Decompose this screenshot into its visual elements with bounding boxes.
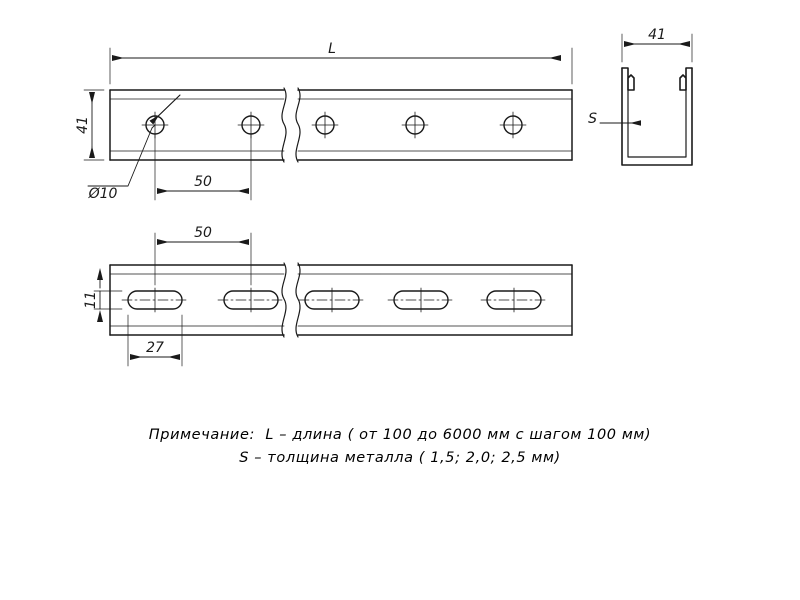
mounting-hole	[500, 112, 526, 138]
mounting-hole	[402, 112, 428, 138]
hole-diameter-label: Ø10	[88, 186, 118, 202]
front-height-label: 41	[75, 116, 91, 134]
mounting-slot	[481, 288, 547, 312]
plan-view	[94, 233, 572, 366]
mounting-slot	[218, 288, 284, 312]
note-line-thickness: S – толщина металла ( 1,5; 2,0; 2,5 мм)	[239, 450, 561, 466]
note-line-length: Примечание: L – длина ( от 100 до 6000 мм с шагом 100 мм)	[148, 427, 652, 443]
mounting-slot	[388, 288, 454, 312]
mounting-hole	[312, 112, 338, 138]
section-thickness-label: S	[588, 111, 597, 127]
front-length-label: L	[328, 41, 336, 57]
slot-offset-label: 27	[146, 340, 164, 356]
slot-width-label: 11	[83, 291, 99, 309]
cross-section-view	[600, 34, 692, 165]
mounting-slot	[122, 288, 188, 312]
front-elevation-view	[84, 48, 572, 200]
section-width-label: 41	[648, 27, 666, 43]
notes-block	[0, 424, 800, 470]
front-pitch-label: 50	[194, 174, 212, 190]
mounting-slot	[299, 288, 365, 312]
plan-pitch-label: 50	[194, 225, 212, 241]
